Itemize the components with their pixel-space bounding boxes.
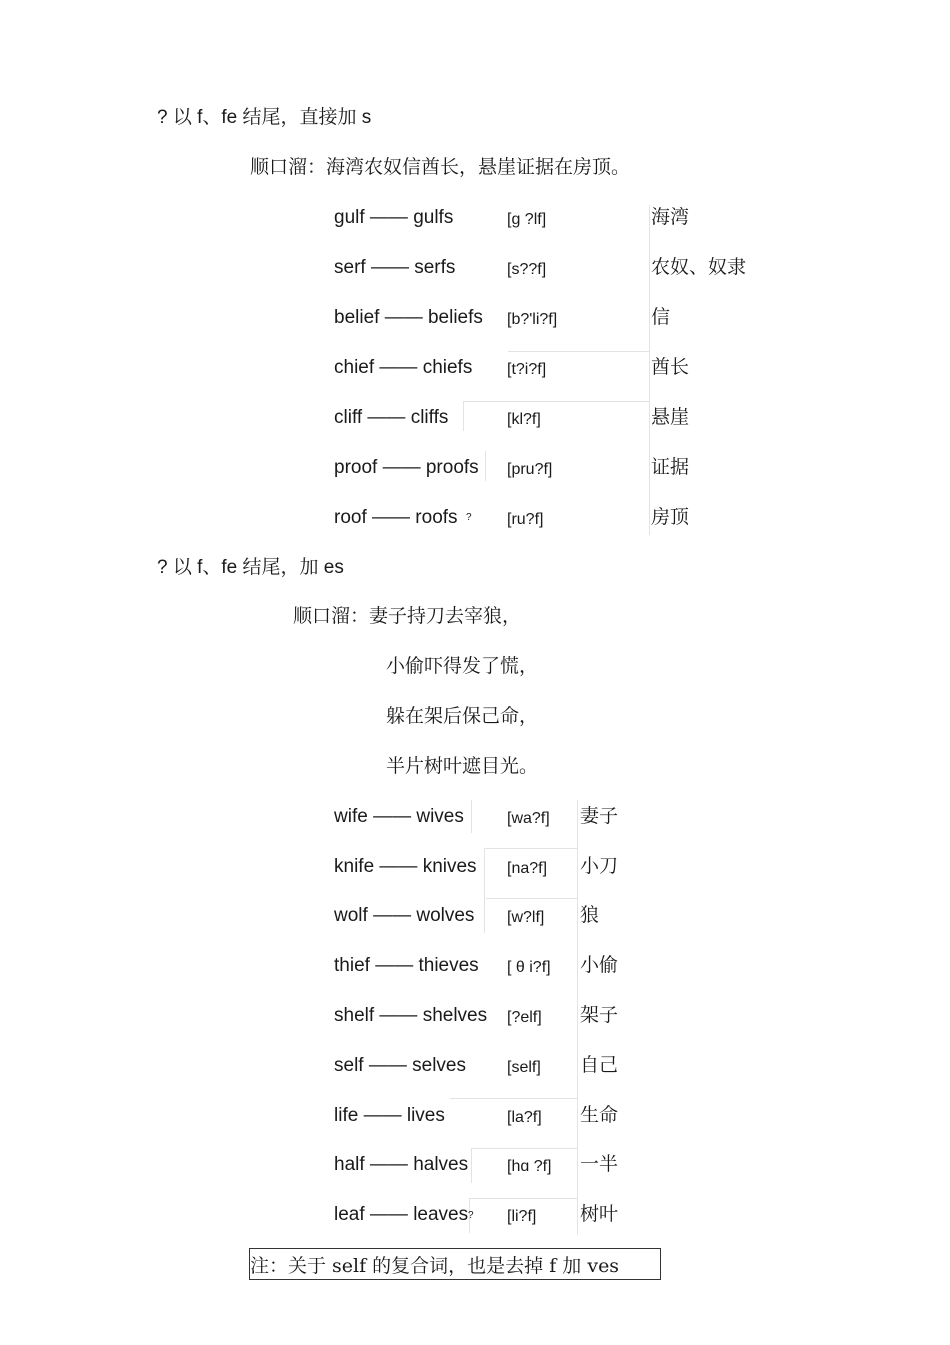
table-row-ipa: [kl?f] — [507, 411, 541, 428]
table-row-word: chief —— chiefs — [334, 357, 473, 378]
table-line — [471, 1148, 577, 1149]
table-row-meaning: 妻子 — [580, 805, 619, 827]
table-row-word: half —— halves — [334, 1154, 469, 1175]
table-row-meaning: 树叶 — [580, 1203, 619, 1225]
table-line — [486, 898, 577, 899]
table-line — [484, 848, 485, 933]
table-row-word: wife —— wives — [334, 806, 464, 827]
stray-question-mark: ? — [468, 1210, 474, 1221]
section2-heading: ? 以 f、fe 结尾，加 es — [157, 557, 344, 578]
table-row-meaning: 信 — [651, 306, 671, 328]
table-row-meaning: 小刀 — [580, 855, 619, 877]
section2-rhyme-line: 半片树叶遮目光。 — [386, 755, 539, 777]
table-row-ipa: [t?i?f] — [507, 361, 547, 378]
table-row-word: shelf —— shelves — [334, 1005, 488, 1026]
table-row-word: thief —— thieves — [334, 955, 479, 976]
table-row-ipa: [pru?f] — [507, 461, 553, 478]
table-row-word: gulf —— gulfs — [334, 207, 454, 228]
section2-rhyme-line: 顺口溜：妻子持刀去宰狼， — [293, 605, 522, 627]
section2-rhyme-line: 小偷吓得发了慌， — [386, 655, 539, 677]
table-row-word: leaf —— leaves — [334, 1204, 469, 1225]
table-row-meaning: 小偷 — [580, 954, 619, 976]
table-row-meaning: 一半 — [580, 1153, 619, 1175]
table-row-word: serf —— serfs — [334, 257, 456, 278]
section1-rhyme: 顺口溜：海湾农奴信酋长，悬崖证据在房顶。 — [250, 156, 631, 178]
note-text: 注：关于 self 的复合词，也是去掉 f 加 ves — [250, 1255, 620, 1277]
table-line — [463, 401, 649, 402]
table-row-ipa: [wa?f] — [507, 810, 550, 827]
table-line — [471, 1148, 472, 1183]
table-line — [469, 1198, 577, 1199]
table-row-ipa: [ɡ ?lf] — [507, 211, 547, 228]
table-row-word: belief —— beliefs — [334, 307, 483, 328]
table-row-word: cliff —— cliffs — [334, 407, 449, 428]
table-row-ipa: [w?lf] — [507, 909, 545, 926]
table-row-word: wolf —— wolves — [334, 905, 475, 926]
table-row-word: proof —— proofs — [334, 457, 479, 478]
table-line — [508, 351, 649, 352]
table-row-ipa: [self] — [507, 1059, 541, 1076]
table-row-meaning: 悬崖 — [651, 406, 690, 428]
table-row-meaning: 农奴、奴隶 — [651, 256, 747, 278]
table-row-ipa: [ru?f] — [507, 511, 544, 528]
table-line — [471, 800, 472, 833]
table-row-meaning: 狼 — [580, 904, 600, 926]
table-row-meaning: 生命 — [580, 1104, 619, 1126]
table-row-meaning: 证据 — [651, 456, 690, 478]
table-row-ipa: [s??f] — [507, 261, 547, 278]
table-row-word: roof —— roofs — [334, 507, 458, 528]
table-row-word: life —— lives — [334, 1105, 445, 1126]
section1-heading: ? 以 f、fe 结尾，直接加 s — [157, 107, 372, 128]
table-row-ipa: [ θ i?f] — [507, 959, 551, 976]
table-row-ipa: [?elf] — [507, 1009, 542, 1026]
table-line — [463, 401, 464, 431]
stray-question-mark: ? — [466, 512, 472, 523]
table-row-meaning: 自己 — [580, 1054, 619, 1076]
table-line — [485, 451, 486, 481]
table-row-word: self —— selves — [334, 1055, 466, 1076]
table-row-ipa: [hɑ ?f] — [507, 1158, 552, 1175]
table-row-meaning: 酋长 — [651, 356, 690, 378]
table-row-meaning: 架子 — [580, 1004, 619, 1026]
table-row-ipa: [la?f] — [507, 1109, 542, 1126]
table-row-word: knife —— knives — [334, 856, 477, 877]
table-row-ipa: [li?f] — [507, 1208, 537, 1225]
table-line — [649, 205, 650, 535]
table-row-meaning: 房顶 — [651, 506, 690, 528]
table-row-meaning: 海湾 — [651, 206, 690, 228]
table-row-ipa: [na?f] — [507, 860, 548, 877]
table-line — [484, 848, 577, 849]
section2-rhyme-line: 躲在架后保己命， — [386, 705, 539, 727]
table-row-ipa: [b?'li?f] — [507, 311, 558, 328]
table-line — [577, 800, 578, 1235]
table-line — [450, 1098, 577, 1099]
